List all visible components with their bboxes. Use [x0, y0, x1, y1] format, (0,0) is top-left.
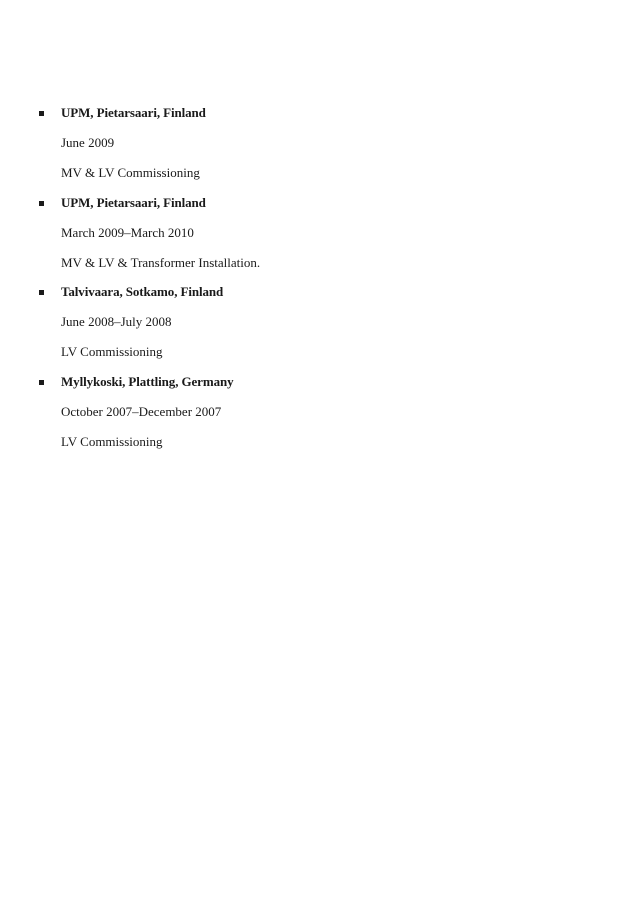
entry-date: March 2009–March 2010: [61, 225, 194, 240]
entry-title: Myllykoski, Plattling, Germany: [61, 374, 234, 389]
entry-date: October 2007–December 2007: [61, 404, 222, 419]
entry-date: June 2008–July 2008: [61, 314, 172, 329]
square-bullet-icon: [39, 201, 44, 206]
entry-title: Talvivaara, Sotkamo, Finland: [61, 284, 224, 299]
square-bullet-icon: [39, 111, 44, 116]
entry-description: MV & LV & Transformer Installation.: [61, 255, 261, 270]
entry-title: UPM, Pietarsaari, Finland: [61, 105, 206, 120]
entry-title: UPM, Pietarsaari, Finland: [61, 195, 206, 210]
entry-date: June 2009: [61, 135, 115, 150]
entry-description: MV & LV Commissioning: [61, 165, 200, 180]
entry-description: LV Commissioning: [61, 344, 163, 359]
square-bullet-icon: [39, 290, 44, 295]
entry-description: LV Commissioning: [61, 434, 163, 449]
square-bullet-icon: [39, 380, 44, 385]
